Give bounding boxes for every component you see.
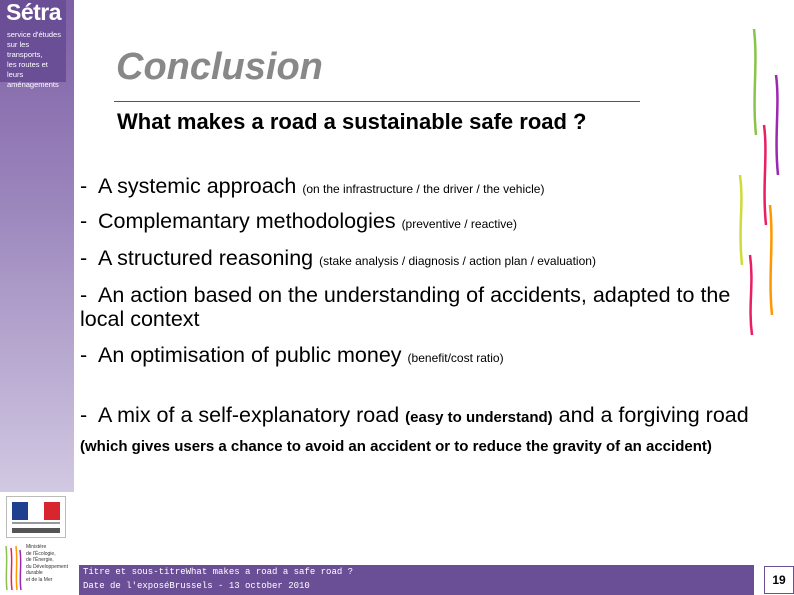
ministry-name: Ministère de l'Écologie, de l'Énergie, du Développement durable et de la Mer xyxy=(26,544,68,583)
decorative-colored-lines-icon xyxy=(730,25,794,345)
footer-date: Date de l'exposéBrussels - 13 october 2010 xyxy=(83,581,310,591)
ministry-decorative-lines-icon xyxy=(3,544,23,592)
setra-logo xyxy=(0,0,66,89)
slide-subtitle: What makes a road a sustainable safe road ? xyxy=(117,109,587,134)
bullet-public-money: - An optimisation of public money (benefit/cost ratio) xyxy=(80,343,504,367)
footer-title: Titre et sous-titreWhat makes a road a safe road ? xyxy=(83,567,354,577)
logo-tagline: service d'études sur les transports, les routes et leurs aménagements xyxy=(7,30,61,89)
title-divider xyxy=(114,101,640,102)
bullet-self-explanatory-forgiving-road: - A mix of a self-explanatory road (easy to understand) and a forgiving road (which gives users a chance to avoid an accident or to reduce the gravity of an accident) xyxy=(80,403,749,455)
logo-name: Sétra xyxy=(6,0,62,25)
republique-francaise-emblem xyxy=(6,496,66,538)
left-sidebar-band xyxy=(0,0,74,595)
bullet-methodologies: - Complemantary methodologies (preventive / reactive) xyxy=(80,209,517,233)
ministry-logo xyxy=(0,492,74,595)
bullet-structured-reasoning: - A structured reasoning (stake analysis / diagnosis / action plan / evaluation) xyxy=(80,246,596,270)
slide-title: Conclusion xyxy=(116,46,323,88)
page-number: 19 xyxy=(764,566,794,594)
bullet-systemic-approach: - A systemic approach (on the infrastructure / the driver / the vehicle) xyxy=(80,174,545,198)
bullet-action-understanding: - An action based on the understanding of accidents, adapted to the local context xyxy=(80,283,731,331)
footer-bar xyxy=(79,565,754,595)
